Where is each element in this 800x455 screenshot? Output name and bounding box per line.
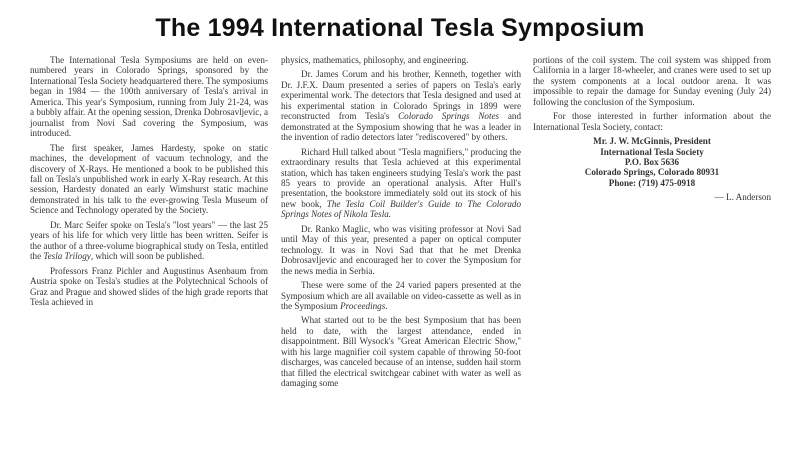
text: portions of the coil system. The coil system was shipped from California in a larger 18-wheeler, and cranes were used to set up the system components at a local outdoor arena. It was impossible to repair the damage for Sunday evening (July 24) following the conclusion of the Symposium. — [533, 55, 771, 107]
text: . — [385, 300, 388, 311]
paragraph — [281, 69, 521, 142]
paragraph — [281, 55, 521, 65]
contact-block — [533, 136, 771, 188]
text: What started out to be the best Symposium that has been held to date, with the largest attendance, ended in disappointment. Bill Wysock's "Great American Electric Show," with his large magnifier coil system capable of throwing 50-foot discharges, was canceled because of an intense, sudden hail storm that filled the electrical switchgear cabinet with water as well as damaging some — [281, 315, 521, 389]
author-signature: — L. Anderson — [714, 192, 771, 203]
paragraph — [281, 224, 521, 276]
paragraph — [533, 111, 771, 132]
italic-text: Proceedings — [340, 300, 386, 311]
paragraph — [281, 315, 521, 388]
contact-po-box: P.O. Box 5636 — [624, 156, 680, 167]
contact-phone: Phone: (719) 475-0918 — [608, 177, 696, 188]
text: The first speaker, James Hardesty, spoke on static machines, the development of vacuum technology, and the discovery of X-Rays. He mentioned a book to be published this fall on Tesla's unpublished work in early X-Ray research. At this session, Hardesty donated an early Wimshurst static machine demonstrated in his talk to the ever-growing Tesla Museum of Science and Technology operated by the Society. — [30, 142, 268, 216]
article-title: The 1994 International Tesla Symposium — [155, 14, 645, 42]
contact-organization: International Tesla Society — [600, 146, 704, 157]
text: Richard Hull talked about "Tesla magnifiers," producing the extraordinary results that Tesla achieved at this experimental station, which has taken engineers studying Tesla's work the past 85 years to provide an operational analysis. After Hull's presentation, the bookstore immediately sold out its stock of his new book, — [281, 146, 521, 209]
italic-text: The Tesla Coil Builder's Guide to The Colorado Springs Notes of Nikola Tesla. — [281, 198, 521, 220]
italic-text: Colorado Springs Notes — [398, 111, 500, 122]
column-1 — [30, 55, 268, 311]
column-3 — [533, 55, 771, 203]
text: Dr. James Corum and his brother, Kenneth, together with Dr. J.F.X. Daum presented a series of papers on Tesla's early experimental work. The detectors that Tesla designed and used at his experimental station in Colorado Springs in 1899 were reconstructed from Tesla's — [281, 69, 521, 122]
paragraph — [30, 266, 268, 308]
text: For those interested in further information about the International Tesla Society, contact: — [533, 111, 771, 132]
paragraph — [30, 55, 268, 139]
text: Professors Franz Pichler and Augustinus Asenbaum from Austria spoke on Tesla's studies at the Polytechnical Schools of Graz and Prague and showed slides of the high grade reports that Tesla achieved in — [30, 265, 268, 307]
text: , which will soon be published. — [90, 251, 205, 262]
text: Dr. Marc Seifer spoke on Tesla's "lost years" — the last 25 years of his life for which very little has been written. Seifer is the author of a three-volume biographical study on Tesla, entitled the — [30, 219, 268, 262]
paragraph — [281, 280, 521, 311]
text: physics, mathematics, philosophy, and engineering. — [281, 55, 469, 65]
contact-name: Mr. J. W. McGinnis, President — [593, 136, 711, 147]
text: and demonstrated at the Symposium showing that he was a leader in the invention of radio detectors later "rediscovered" by others. — [281, 111, 521, 143]
italic-text: Tesla Trilogy — [43, 251, 91, 262]
contact-city: Colorado Springs, Colorado 80931 — [584, 167, 720, 178]
text: Dr. Ranko Maglic, who was visiting professor at Novi Sad until May of this year, presented a paper on optical computer technology. It was in Novi Sad that that he met Drenka Dobrosavljevic and encouraged her to cover the Symposium for the news media in Serbia. — [281, 223, 521, 276]
text: The International Tesla Symposiums are held on even-numbered years in Colorado Springs, sponsored by the International Tesla Society headquartered there. The symposiums began in 1984 — the 100th anniversary of Tesla's arrival in America. This year's Symposium, running from July 21-24, was a bubbly affair. At the opening session, Drenka Dobrosavljevic, a journalist from Novi Sad covering the Symposium, was introduced. — [30, 55, 268, 139]
paragraph — [281, 147, 521, 220]
paragraph — [30, 220, 268, 262]
paragraph — [533, 55, 771, 107]
text: These were some of the 24 varied papers presented at the Symposium which are all available on video-cassette as well as in the Symposium — [281, 280, 521, 311]
paragraph — [30, 143, 268, 216]
column-2 — [281, 55, 521, 393]
